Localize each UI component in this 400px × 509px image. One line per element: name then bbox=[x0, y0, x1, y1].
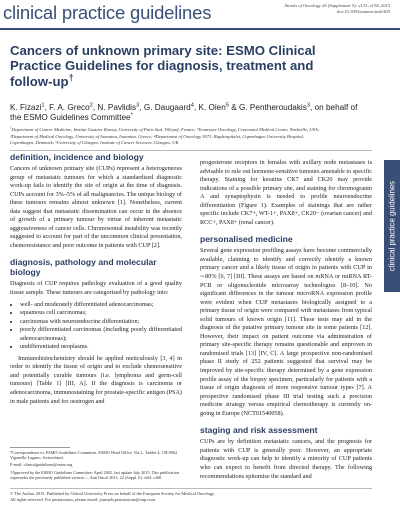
affiliation-mark: 2 bbox=[89, 102, 93, 109]
footnote-email[interactable]: E-mail: clinicalguidelines@esmo.org bbox=[10, 462, 73, 468]
page-header bbox=[0, 0, 400, 24]
paragraph: Several gene expression profiling assays have become commercially available, claiming to identify and correctly identify a known primary cancer and a likely tissue of origin in patients with CUP in ∼80% [6, 7] [III]. These assays are based on mRNA or miRNA RT-PCR or oligonucleotide microarray technologies [8–10]. No significant differences in the tumour microRNA expression profile were evident when CUP metastases biologically assigned to a primary tissue of origin were compared with metastases from typical solid tumours of known origin [11]. These tests may aid in the diagnosis of the putative primary tumour site in some patients [12]. However, their impact on patient outcome via administration of primary site-specific therapy remains questionable and unproven in randomised trials [13] [IV, C]. A large prospective non-randomised phase II study of 252 patients suggested that survival may be improved by site-specific therapy determined by a gene expression profile assay of the biopsy specimen, particularly for patients with a tissue of origin diagnosis of more responsive tumour types [7]. A prospective randomised phase III trial testing such a precision medicine strategy versus empirical chemotherapy is currently on-going in Europe (NCT01540058). bbox=[200, 247, 372, 417]
author-group: , on behalf of the ESMO Guidelines Committee bbox=[10, 103, 358, 123]
author: , K. Oien bbox=[193, 103, 226, 112]
paper-title-text: Cancers of unknown primary site: ESMO Clinical Practice Guidelines for diagnosis, treatment and follow-up bbox=[10, 43, 316, 89]
right-column bbox=[200, 159, 372, 481]
paragraph: Cancers of unknown primary site (CUPs) represent a heterogeneous group of metastatic tumours for which a standardised diagnostic work-up fails to identify the site of origin at the time of diagnosis. CUPs account for 3%–5% of all malignancies. The unique biology of these tumours remains almost unknown [1]. Nonetheless, current data suggest that metastatic dissemination can occur in the absence of growth of a primary tumour by virtue of inherent metastatic aggressiveness of cancer cells. Chromosomal instability was recently suggested to account for part of the uncommon clinical presentation, chemoresistance and poor outcome in patients with CUP [2]. bbox=[10, 165, 182, 249]
section-side-tab bbox=[384, 160, 400, 292]
author: , F. A. Greco bbox=[44, 103, 90, 112]
author-list bbox=[10, 103, 370, 124]
affiliation-mark: 1 bbox=[41, 102, 45, 109]
journal-line: Annals of Oncology 26 (Supplement 5): v133–v138, 2015 bbox=[284, 3, 390, 8]
left-column bbox=[10, 152, 182, 406]
section-heading: definition, incidence and biology bbox=[10, 152, 144, 162]
paragraph: CUPs are by definition metastatic cancers, and the prognosis for patients with CUP is generally poor. However, an appropriate diagnostic work-up can help to identify a minority of CUP patients who can expect to benefit from directed therapy. The following recommendations epitomise the standard and bbox=[200, 438, 372, 480]
doi-link[interactable]: doi:10.1093/annonc/mdv305 bbox=[337, 9, 390, 14]
footnote-rule bbox=[10, 447, 70, 448]
title-footnote-mark: † bbox=[68, 72, 74, 83]
affiliation-mark: 4 bbox=[190, 102, 194, 109]
affiliation-line: Copenhagen, Denmark; ⁵University of Glasgow, Institute of Cancer Sciences, Glasgow, UK bbox=[10, 140, 179, 146]
list-item: • squamous cell carcinomas; bbox=[20, 309, 182, 318]
journal-citation bbox=[284, 3, 390, 15]
copyright-line: © The Author 2015. Published by Oxford University Press on behalf of the European Society for Medical Oncology. bbox=[10, 491, 216, 496]
list-item: • well- and moderately differentiated adenocarcinomas; bbox=[20, 301, 182, 310]
footnote: *Correspondence to: ESMO Guidelines Committee, ESMO Head Office, Via L. Taddei 4, CH-6962 Viganello-Lugano, Switzerland. bbox=[10, 449, 178, 460]
correspondence-mark: * bbox=[130, 112, 133, 119]
footnotes bbox=[10, 447, 182, 483]
affiliation-line: Department of Cancer Medicine, Institut Gustave Roussy, University of Paris Sud, Villejuif, France; ²Tennessee Oncology, Centennial Medical Center, Nashville, USA; bbox=[11, 127, 320, 132]
affiliation-mark: 1 bbox=[10, 125, 12, 130]
list-item: • poorly differentiated carcinomas (including poorly differentiated adenocarcinomas); bbox=[20, 326, 182, 343]
header-rule bbox=[0, 28, 400, 30]
section-heading: diagnosis, pathology and molecular biology bbox=[10, 257, 157, 278]
author: & G. Pentheroudakis bbox=[229, 103, 307, 112]
paper-title bbox=[10, 43, 340, 89]
copyright-line: All rights reserved. For permissions, please email: journals.permissions@oup.com. bbox=[10, 496, 156, 502]
author: , G. Daugaard bbox=[139, 103, 191, 112]
paragraph: Immunohistochemistry should be applied meticulously [3, 4] in order to identify the tissue of origin and to exclude chemosensitive and potentially curable tumours (i.e. lymphoma and germ-cell tumours) [Table 1] [III, A]. If the diagnosis is carcinoma or adenocarcinoma, immunostaining for prostate-specific antigen (PSA) in male patients and for oestrogen and bbox=[10, 354, 182, 405]
section-heading: personalised medicine bbox=[200, 234, 293, 245]
author: K. Fizazi bbox=[10, 103, 42, 112]
affiliation-line: ³Department of Medical Oncology, University of Ioannina, Ioannina, Greece; ⁴Department of Oncology 5073, Rigshospitalet, Copenhagen University Hospital, bbox=[10, 133, 304, 139]
affiliation-mark: 3 bbox=[306, 102, 311, 109]
list-item: • carcinomas with neuroendocrine differentiation; bbox=[20, 318, 182, 327]
section-title: clinical practice guidelines bbox=[3, 2, 212, 23]
copyright-notice bbox=[10, 491, 372, 502]
author: , N. Pavlidis bbox=[92, 103, 137, 112]
divider bbox=[10, 150, 372, 151]
section-heading: staging and risk assessment bbox=[200, 425, 318, 436]
category-list bbox=[10, 301, 182, 352]
affiliation-mark: 3 bbox=[136, 102, 140, 109]
footnote: †Approved by the ESMO Guidelines Committee: April 2002, last update July 2015. This publication supersedes the previously published version — Ann Oncol 2011; 22 (Suppl. 6): vi64–vi68. bbox=[10, 469, 179, 481]
divider bbox=[10, 488, 372, 489]
paragraph: progesterone receptors in females with axillary node metastases is advisable to rule out hormone-sensitive tumours amenable to specific therapy. Staining for keratins CK7 and CK20 may provide indications of a possible primary site, and staining for chromogranin A and synaptophysin is needed to profile neuroendocrine differentiation (Figure 1). Examples of stainings that are rather specific include CK7+, WT-1+, PAX8+, CK20− (ovarian cancer) and RCC+, PAX8+ (renal cancer). bbox=[200, 159, 372, 226]
paragraph: Diagnosis of CUP requires pathology evaluation of a good quality tissue sample. These tumours are categorised by pathology into: bbox=[10, 280, 182, 297]
affiliations bbox=[10, 127, 372, 147]
side-tab-label: clinical practice guidelines bbox=[387, 180, 397, 272]
affiliation-mark: 5 bbox=[225, 102, 229, 109]
list-item: • undifferentiated neoplasms. bbox=[20, 343, 182, 352]
